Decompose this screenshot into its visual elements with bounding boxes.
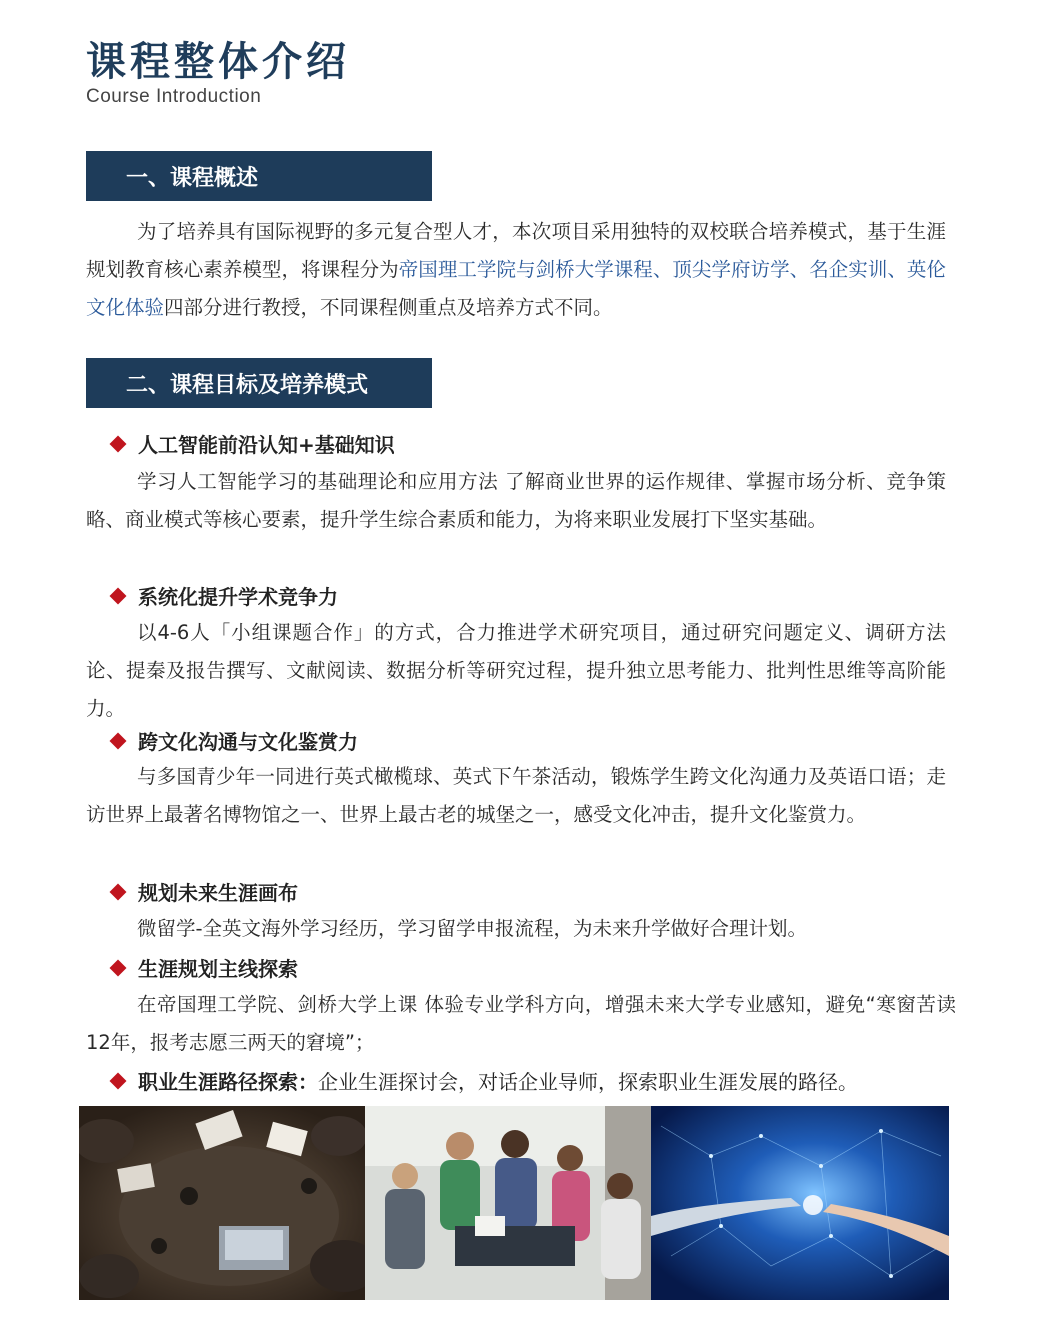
goal-item-body-1: 学习人工智能学习的基础理论和应用方法 了解商业世界的运作规律、掌握市场分析、竞争策略、商业模式等核心要素，提升学生综合素质和能力，为将来职业发展打下坚实基础。 — [86, 470, 946, 531]
goal-item-title-1 — [108, 429, 395, 458]
goal-item-body-2: 以4-6人「小组课题合作」的方式，合力推进学术研究项目，通过研究问题定义、调研方法论、提秦及报告撰写、文献阅读、数据分析等研究过程，提升独立思考能力、批判性思维等高阶能力。 — [86, 621, 946, 720]
photo-ai-robot-hand — [651, 1106, 949, 1300]
photo-students-group — [365, 1106, 657, 1300]
goal-item-body-5: 在帝国理工学院、剑桥大学上课 体验专业学科方向，增强未来大学专业感知，避免“寒窗苦读12年，报考志愿三两天的窘境”； — [86, 993, 956, 1054]
overview-paragraph — [86, 213, 946, 327]
diamond-bullet-icon — [110, 883, 127, 900]
overview-text-a: 为了培养具有国际视野的多元复合型人才，本次项目采用独特的双校联合培养模式，基于生涯规划教育核心素养模型，将课程分为 — [86, 220, 946, 281]
goal-title: 生涯规划主线探索 — [138, 957, 298, 981]
overview-text-b: 四部分进行教授，不同课程侧重点及培养方式不同。 — [164, 296, 613, 319]
goal-title: 职业生涯路径探索： — [138, 1070, 318, 1094]
goal-item-title-5 — [108, 953, 298, 982]
goal-title: 跨文化沟通与文化鉴赏力 — [138, 730, 358, 754]
diamond-bullet-icon — [110, 435, 127, 452]
page-subtitle: Course Introduction — [86, 86, 262, 107]
diamond-bullet-icon — [110, 732, 127, 749]
section-heading-goals: 二、课程目标及培养模式 — [86, 358, 432, 408]
overview-highlight: 帝国理工学院与剑桥大学课程、顶尖学府访学、名企实训、英伦文化体验 — [86, 258, 946, 319]
photo-meeting-table — [79, 1106, 369, 1300]
goal-item-title-4 — [108, 877, 298, 906]
goal-title: 人工智能前沿认知+基础知识 — [138, 433, 395, 457]
goal-item-body-4: 微留学-全英文海外学习经历，学习留学申报流程，为未来升学做好合理计划。 — [137, 917, 808, 940]
section-heading-overview: 一、课程概述 — [86, 151, 432, 201]
goal-item-title-3 — [108, 726, 358, 755]
photo-strip — [79, 1106, 951, 1300]
goal-inline-body: 企业生涯探讨会，对话企业导师，探索职业生涯发展的路径。 — [318, 1070, 858, 1094]
goal-item-body-3: 与多国青少年一同进行英式橄榄球、英式下午茶活动，锻炼学生跨文化沟通力及英语口语；走访世界上最著名博物馆之一、世界上最古老的城堡之一，感受文化冲击，提升文化鉴赏力。 — [86, 765, 946, 826]
goal-item-title-2 — [108, 581, 338, 610]
goal-title: 规划未来生涯画布 — [138, 881, 298, 905]
diamond-bullet-icon — [110, 959, 127, 976]
goal-title: 系统化提升学术竞争力 — [138, 585, 338, 609]
goal-item-title-6 — [108, 1066, 858, 1095]
diamond-bullet-icon — [110, 1072, 127, 1089]
page-title: 课程整体介绍 — [86, 39, 350, 85]
diamond-bullet-icon — [110, 587, 127, 604]
